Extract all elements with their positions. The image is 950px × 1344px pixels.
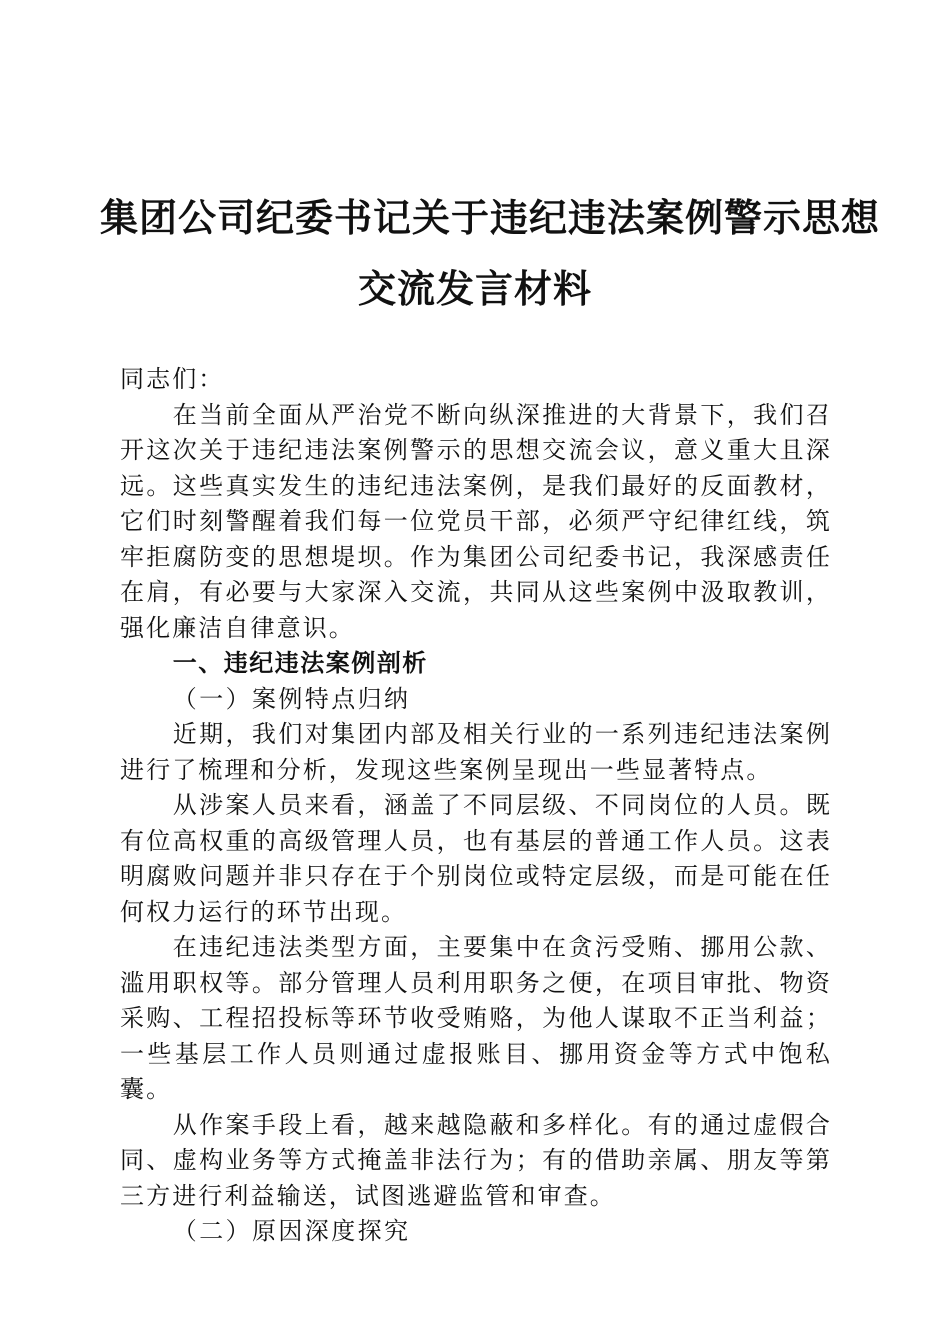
document-title-line-2: 交流发言材料 [357, 266, 592, 311]
subsection-heading-cause-analysis: （二）原因深度探究 [172, 1217, 411, 1245]
document-title-line-1: 集团公司纪委书记关于违纪违法案例警示思想 [100, 195, 881, 240]
body-paragraph: 从作案手段上看，越来越隐蔽和多样化。有的通过虚假合同、虚构业务等方式掩盖非法行为；有的借助亲属、朋友等第三方进行利益输送，试图逃避监管和审查。 [120, 1110, 832, 1210]
body-paragraph: 近期，我们对集团内部及相关行业的一系列违纪违法案例进行了梳理和分析，发现这些案例呈现出一些显著特点。 [120, 720, 832, 784]
section-heading-case-analysis: 一、违纪违法案例剖析 [172, 649, 428, 677]
subsection-heading-case-features: （一）案例特点归纳 [172, 684, 411, 713]
body-paragraph: 从涉案人员来看，涵盖了不同层级、不同岗位的人员。既有位高权重的高级管理人员，也有基层的普通工作人员。这表明腐败问题并非只存在于个别岗位或特定层级，而是可能在任何权力运行的环节出现。 [120, 791, 832, 926]
intro-paragraph: 在当前全面从严治党不断向纵深推进的大背景下，我们召开这次关于违纪违法案例警示的思想交流会议，意义重大且深远。这些真实发生的违纪违法案例，是我们最好的反面教材，它们时刻警醒着我们每一位党员干部，必须严守纪律红线，筑牢拒腐防变的思想堤坝。作为集团公司纪委书记，我深感责任在肩，有必要与大家深入交流，共同从这些案例中汲取教训，强化廉洁自律意识。 [120, 400, 832, 642]
document-body [120, 362, 832, 1250]
body-paragraph: 在违纪违法类型方面，主要集中在贪污受贿、挪用公款、滥用职权等。部分管理人员利用职务之便，在项目审批、物资采购、工程招投标等环节收受贿赂，为他人谋取不正当利益；一些基层工作人员则通过虚报账目、挪用资金等方式中饱私囊。 [120, 933, 832, 1103]
salutation: 同志们： [120, 365, 225, 393]
